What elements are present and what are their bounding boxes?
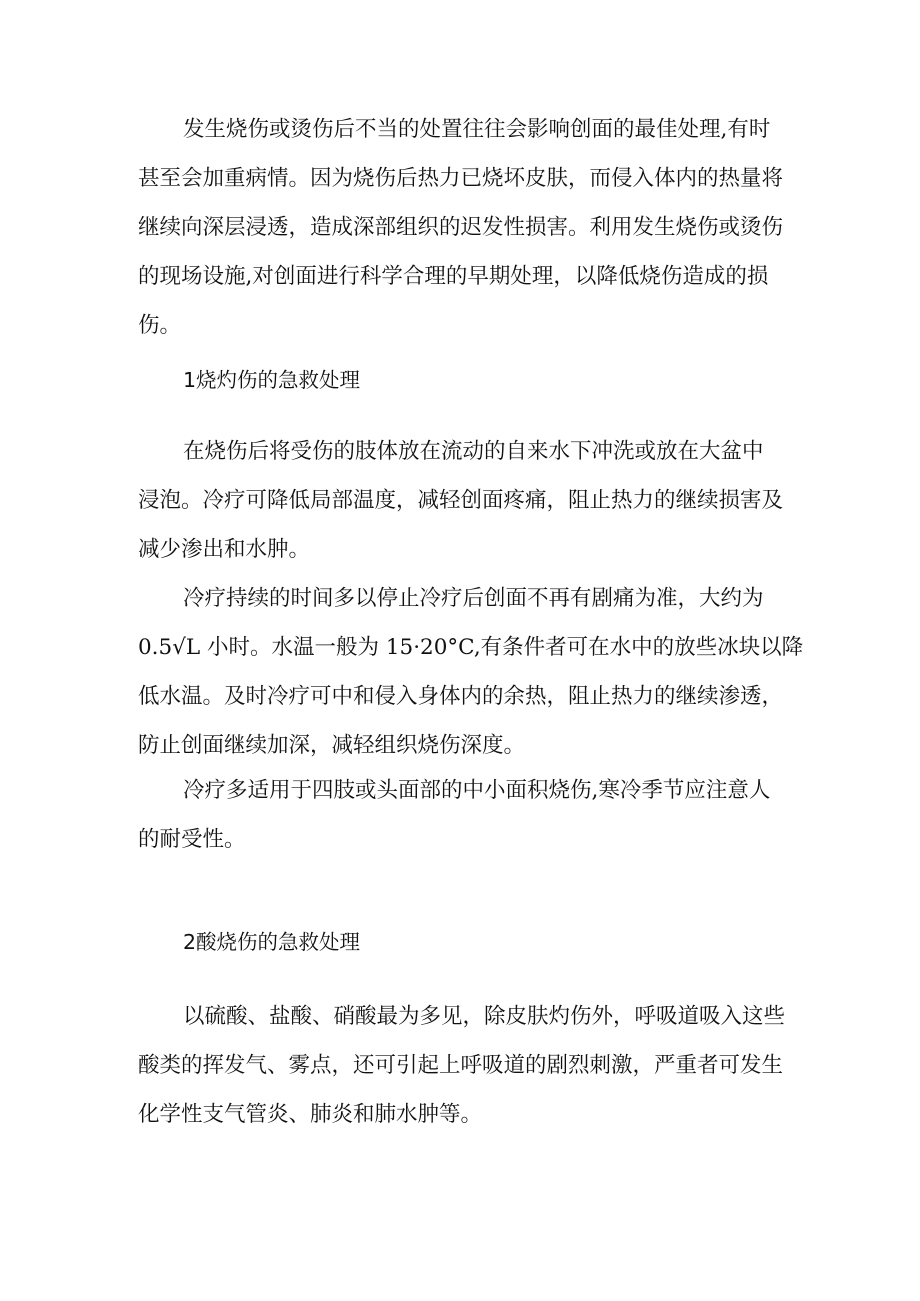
intro-line-1: 发生烧伤或烫伤后不当的处置往往会影响创面的最佳处理,有时 (183, 117, 771, 142)
intro-line-2: 甚至会加重病情。因为烧伤后热力已烧坏皮肤，而侵入体内的热量将 (138, 166, 784, 191)
duration-line-3: 低水温。及时冷疗可中和侵入身体内的余热，阻止热力的继续渗透， (138, 684, 784, 709)
duration-line-2: 0.5√L 小时。水温一般为 15·20°C,有条件者可在水中的放些冰块以降 (138, 635, 804, 660)
cooling-line-2: 浸泡。冷疗可降低局部温度，减轻创面疼痛，阻止热力的继续损害及 (138, 488, 784, 513)
intro-line-5: 伤。 (138, 313, 182, 338)
cooling-line-3: 减少渗出和水肿。 (138, 537, 311, 562)
intro-line-3: 继续向深层浸透，造成深部组织的迟发性损害。利用发生烧伤或烫伤 (138, 215, 784, 240)
applicability-line-2: 的耐受性。 (138, 827, 246, 852)
cooling-line-1: 在烧伤后将受伤的肢体放在流动的自来水下冲洗或放在大盆中 (183, 439, 764, 464)
intro-line-4: 的现场设施,对创面进行科学合理的早期处理，以降低烧伤造成的损 (138, 264, 769, 289)
acid-line-2: 酸类的挥发气、雾点，还可引起上呼吸道的剧烈刺激，严重者可发生 (138, 1053, 784, 1078)
section-heading-acid: 2酸烧伤的急救处理 (183, 930, 361, 954)
duration-line-1: 冷疗持续的时间多以停止冷疗后创面不再有剧痛为准，大约为 (183, 586, 764, 611)
acid-line-1: 以硫酸、盐酸、硝酸最为多见，除皮肤灼伤外，呼吸道吸入这些 (183, 1004, 786, 1029)
applicability-line-1: 冷疗多适用于四肢或头面部的中小面积烧伤,寒冷季节应注意人 (183, 778, 771, 803)
duration-line-4: 防止创面继续加深，减轻组织烧伤深度。 (138, 733, 526, 758)
acid-line-3: 化学性支气管炎、肺炎和肺水肿等。 (138, 1102, 483, 1127)
section-heading-burn: 1烧灼伤的急救处理 (183, 368, 361, 392)
